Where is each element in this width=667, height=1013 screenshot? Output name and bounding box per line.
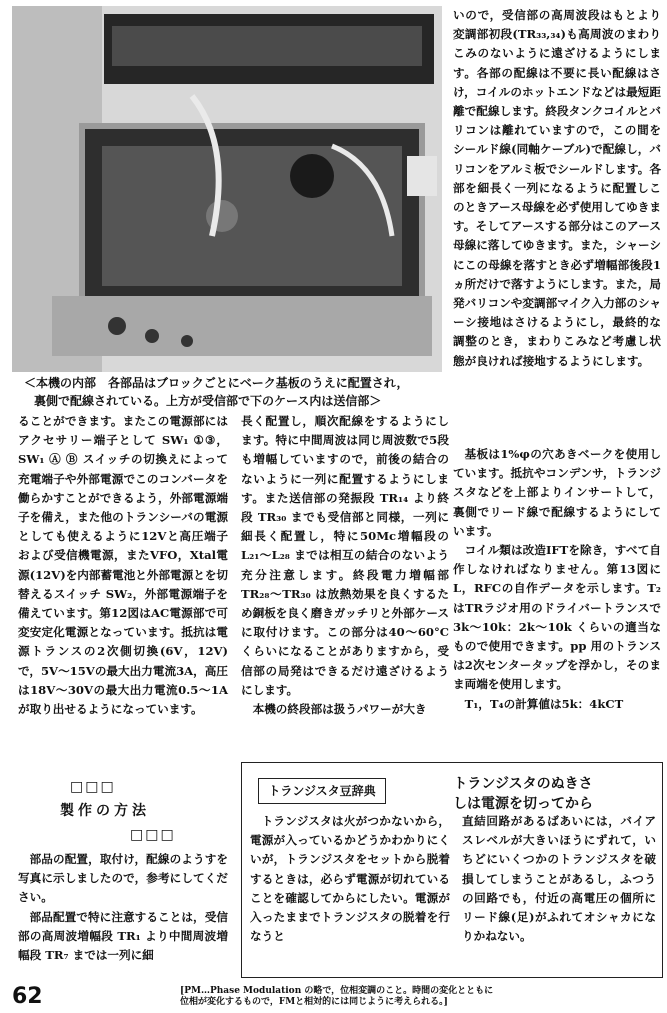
column-3 (453, 6, 661, 371)
footnote-line-2: 位相が変化するもので，FMと相対的には同じように考えられる。] (180, 997, 448, 1007)
glossary-heading-line-1: トランジスタのぬきさ (453, 776, 593, 792)
col1b-paragraph-2: 部品配置で特に注意することは，受信部の高周波増幅段 TR₁ より中間周波増幅段 TR₇ までは一列に細 (18, 909, 228, 963)
col1b-paragraph-1: 部品の配置，取付け，配線のようすを写真に示しましたので，参考にしてください。 (18, 852, 228, 905)
transceiver-internal-photo (12, 6, 442, 372)
page-number: 62 (12, 984, 43, 1009)
glossary-right-column (462, 812, 656, 946)
column-1-lower (18, 850, 228, 965)
col3b-paragraph-1: 基板は1%φの穴あきベークを使用しています。抵抗やコンデンサ，トランジスタなどを上部よりインサートして，裏側でリード線で配線するようにしています。 (453, 447, 661, 538)
caption-line-1: ＜本機の内部 各部品はブロックごとにベーク基板のうえに配置され， (24, 376, 409, 390)
column-2 (241, 412, 449, 719)
glossary-heading-line-2: しは電源を切ってから (453, 796, 593, 812)
col2-paragraph-1: 長く配置し，順次配線をするようにします。特に中間周波は同じ周波数で5段も増幅していますので，前後の結合のないように一列に配置するようにします。また送信部の発振段 TR₁₄ より終段 TR₃₀ までも受信部と同様，一列に細長く配置し，特に50Mc増幅段の L₂₁〜L₂₈ までは相互の結合のないよう充分注意します。終段電力増幅部 TR₂₈〜TR₃₀ は放熱効果を良くするため銅板を良く磨きガッチリと外部ケースに取付けます。この部分は40〜60°C くらいになることがありますから，受信部の局発はできるだけ遠ざけるようにします。 (241, 414, 449, 697)
glossary-tag: トランジスタ豆辞典 (258, 778, 386, 804)
footnote (180, 986, 660, 1008)
section-squares-top: □□□ (70, 779, 116, 795)
section-title: 製作の方法 (60, 803, 150, 819)
col2-paragraph-2: 本機の終段部は扱うパワーが大き (252, 702, 427, 717)
footnote-line-1: [PM…Phase Modulation の略で，位相変調のこと。時間の変化とともに (180, 986, 494, 996)
col3b-paragraph-3: T₁，T₄の計算値は5k：4kCT (464, 696, 624, 711)
photo-caption (24, 374, 444, 410)
glossary-heading (398, 774, 648, 814)
col3b-paragraph-2: コイル類は改造IFTを除き，すべて自作しなければなりません。第13図にL，RFCの自作データを示します。T₂ はTRラジオ用のドライバートランスで 3k〜10k：2k〜10k くらいの適当なもので使用できます。pp 用のトランスは2次センタータップを浮かし，そのまま両端を使用します。 (453, 543, 661, 692)
glossary-left-text: トランジスタは火がつかないから，電源が入っているかどうかわかりにくいが，トランジスタをセットから脱着するときは，必らず電源が切れていることを確認してからにしたい。電源が入ったままでトランジスタの脱着を行なうと (250, 814, 450, 944)
col3-paragraph-1: いので，受信部の高周波段はもとより変調部初段(TR₃₃,₃₄)も高周波のまわりこみのないように遠ざけるようにします。各部の配線は不要に長い配線はさけ，コイルのホットエンドなどは最短距離で配線します。終段タンクコイルとバリコンは離れていますので，この間をシールド線(同軸ケーブル)で配線し，バリコンをアルミ板でシールドします。各部を細長く一列になるように配置しこのときアース母線を必ず使用してゆきます。そしてアースする部分はこのアース母線に落してゆきます。また，シャーシにこの母線を落すとき必ず増幅部後段1ヵ所だけで落すようにします。また，局発バリコンや変調部マイク入力部のシャーシ接地はさけるようにし，最終的な調整のとき，まわりこみなど考慮し状態が良ければ接地するようにします。 (453, 8, 661, 368)
section-squares-bottom: □□□ (130, 827, 176, 843)
glossary-right-text: 直結回路があるばあいには，バイアスレベルが大きいほうにずれて，いちどにいくつかのトランジスタを破損してしまうことがあるし，ふつうの回路でも，付近の高電圧の個所にリード線(足)がふれてオシャカになりかねない。 (462, 814, 656, 944)
section-heading (30, 775, 230, 847)
col1-paragraph-1: ることができます。またこの電源部にはアクセサリー端子として SW₁ ①③，SW₁ Ⓐ Ⓑ スイッチの切換えによって充電端子や外部電源でこのコンバータを働らかすことができるよう，外部電源端子を備え，また他のトランシーバの電源としても使えるように12Vと高圧端子および受信機電源，またVFO，Xtal電源(12V)を内部蓄電池と外部電源とを切替えるスイッチ SW₂，外部電源端子を備えています。第12図はAC電源部で可変安定化電源となっています。抵抗は電源トランスの2次側切換(6V，12V)で，5V〜15Vの最大出力電流3A，高圧は18V〜30Vの最大出力電流0.5〜1Aが取り出せるようになっています。 (18, 414, 229, 717)
glossary-left-column (250, 812, 450, 946)
photo-illustration (12, 6, 442, 372)
column-1 (18, 412, 228, 719)
column-3-lower (453, 445, 661, 714)
caption-line-2: 裏側で配線されている。上方が受信部で下のケース内は送信部＞ (34, 394, 382, 408)
